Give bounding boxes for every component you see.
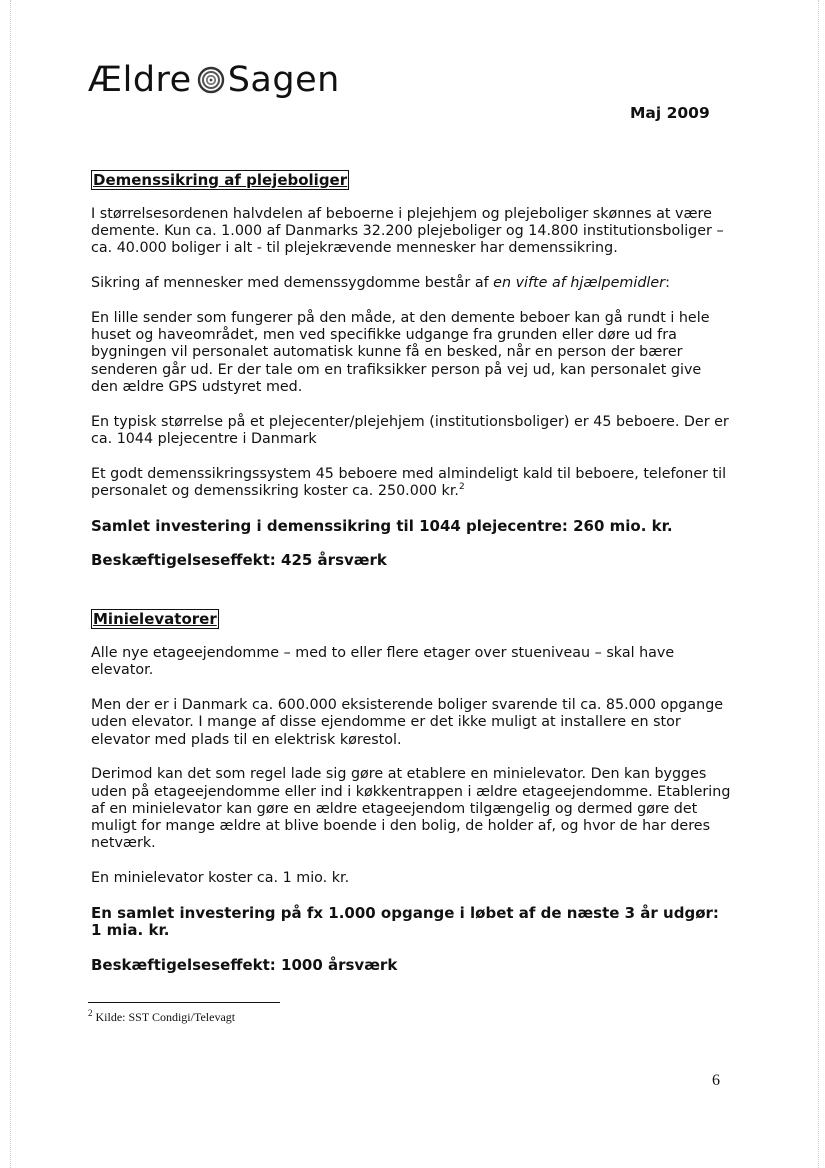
investment-summary: Samlet investering i demenssikring til 1044 plejecentre: 260 mio. kr. xyxy=(91,516,673,535)
footnote xyxy=(88,1010,235,1025)
paragraph xyxy=(91,275,731,292)
footnote-text: Kilde: SST Condigi/Televagt xyxy=(92,1010,236,1024)
paragraph: En lille sender som fungerer på den måde, at den demente beboer kan gå rundt i hele huset og haveområdet, men ved specifikke udgange fra grunden eller døre ud fra bygningen vil personalet automatisk kunne få en besked, når en person der bærer senderen går ud. Er der tale om en trafiksikker person på vej ud, kan personalet give den ældre GPS udstyret med. xyxy=(91,310,710,395)
footnote-reference: 2 xyxy=(458,482,465,493)
paragraph-text: : xyxy=(665,275,670,292)
employment-effect: Beskæftigelseseffekt: 425 årsværk xyxy=(91,551,387,570)
paragraph xyxy=(91,466,731,500)
employment-effect: Beskæftigelseseffekt: 1000 årsværk xyxy=(91,955,398,974)
paragraph: Men der er i Danmark ca. 600.000 eksisterende boliger svarende til ca. 85.000 opgange uden elevator. I mange af disse ejendomme er det ikke muligt at installere en stor elevator med plads til en elektrisk kørestol. xyxy=(91,697,724,748)
document-body xyxy=(91,170,731,992)
scan-edge-right xyxy=(818,0,819,1168)
section-heading-demenssikring: Demenssikring af plejeboliger xyxy=(93,171,348,189)
logo-text-left: Ældre xyxy=(88,60,192,100)
paragraph: En typisk størrelse på et plejecenter/plejehjem (institutionsboliger) er 45 beboere. Der er ca. 1044 plejecentre i Danmark xyxy=(91,413,729,447)
section-heading-minielevatorer: Minielevatorer xyxy=(93,610,217,629)
paragraph-text: Sikring af mennesker med demenssygdomme består af xyxy=(91,275,494,292)
footnote-separator xyxy=(88,1002,280,1003)
document-date: Maj 2009 xyxy=(630,104,710,122)
logo-text-right: Sagen xyxy=(227,60,340,100)
paragraph: En minielevator koster ca. 1 mio. kr. xyxy=(91,870,350,887)
paragraph-text: Et godt demenssikringssystem 45 beboere med almindeligt kald til beboere, telefoner til personalet og demenssikring koster ca. 250.000 kr. xyxy=(91,465,727,499)
aeldre-sagen-logo xyxy=(88,60,340,100)
footnote-marker: 2 xyxy=(88,1008,93,1018)
page-number: 6 xyxy=(712,1072,720,1089)
logo-swirl-icon xyxy=(196,65,226,95)
emphasis-text: en vifte af hjælpemidler xyxy=(493,275,666,292)
paragraph: I størrelsesordenen halvdelen af beboerne i plejehjem og plejeboliger skønnes at være demente. Kun ca. 1.000 af Danmarks 32.200 plejeboliger og 14.800 institutionsboliger – ca. 40.000 boliger i alt - til plejekrævende mennesker har demenssikring. xyxy=(91,206,724,257)
investment-summary: En samlet investering på fx 1.000 opgange i løbet af de næste 3 år udgør: 1 mia. kr. xyxy=(91,903,719,940)
paragraph: Alle nye etageejendomme – med to eller flere etager over stueniveau – skal have elevator. xyxy=(91,645,675,679)
paragraph: Derimod kan det som regel lade sig gøre at etablere en minielevator. Den kan bygges uden på etageejendomme eller ind i køkkentrappen i ældre etageejendomme. Etablering af en minielevator kan gøre en ældre etageejendom tilgængelig og dermed gøre det muligt for mange ældre at blive boende i den bolig, de holder af, og hvor de har deres netværk. xyxy=(91,766,731,852)
scan-edge-left xyxy=(10,0,11,1168)
